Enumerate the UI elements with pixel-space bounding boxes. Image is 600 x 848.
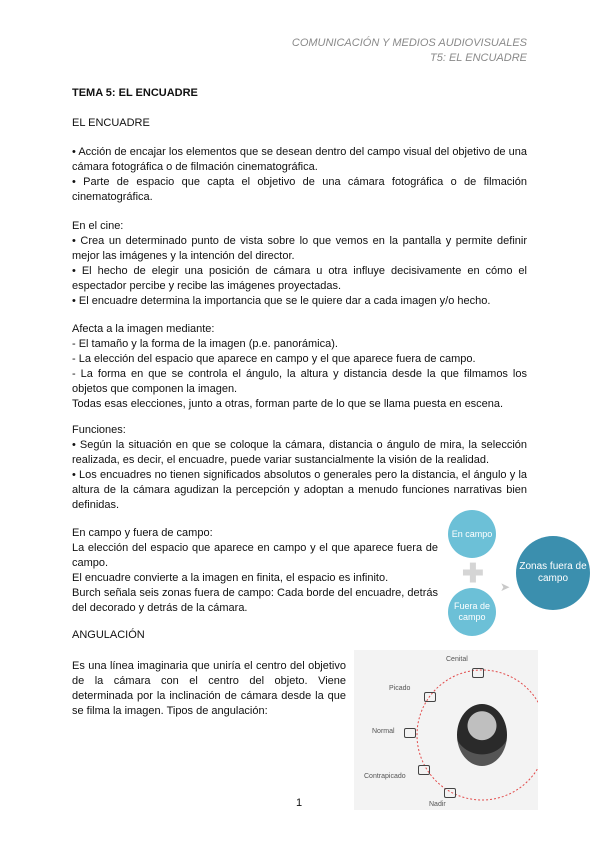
afecta-item-4: Todas esas elecciones, junto a otras, forman parte de lo que se llama puesta en escena. bbox=[72, 398, 504, 410]
angulacion-diagram bbox=[354, 650, 538, 810]
camera-icon-normal bbox=[404, 728, 416, 738]
plus-icon: ✚ bbox=[462, 558, 484, 588]
page-header bbox=[292, 36, 527, 66]
funciones-bullet-2: • Los encuadres no tienen significados absolutos o generales pero la distancia, el ángulo y la altura de la cámara agudizan la percepción y adoptan a menudo funciones narrativas bien definidas. bbox=[72, 469, 527, 511]
label-picado: Picado bbox=[389, 685, 411, 692]
label-cenital: Cenital bbox=[446, 656, 468, 663]
afecta-heading: Afecta a la imagen mediante: bbox=[72, 323, 215, 335]
campo-heading: En campo y fuera de campo: bbox=[72, 527, 213, 539]
funciones-heading: Funciones: bbox=[72, 424, 126, 436]
encuadre-definitions bbox=[72, 145, 527, 205]
afecta-item-1: - El tamaño y la forma de la imagen (p.e. panorámica). bbox=[72, 338, 338, 350]
fuera-de-campo-bubble: Fuera de campo bbox=[448, 588, 496, 636]
portrait-image bbox=[457, 704, 507, 766]
campo-block bbox=[72, 526, 438, 616]
camera-icon-cenital bbox=[472, 668, 484, 678]
afecta-item-3: - La forma en que se controla el ángulo, la altura y distancia desde la que filmamos los objetos que componen la imagen. bbox=[72, 368, 527, 395]
definition-2: • Parte de espacio que capta el objetivo de una cámara fotográfica o de filmación cinematográfica. bbox=[72, 176, 527, 203]
label-normal: Normal bbox=[372, 728, 395, 735]
campo-diagram bbox=[440, 508, 590, 638]
cine-heading: En el cine: bbox=[72, 220, 124, 232]
camera-icon-picado bbox=[424, 692, 436, 702]
cine-bullet-1: • Crea un determinado punto de vista sobre lo que vemos en la pantalla y permite definir mejor las imágenes y la intención del director. bbox=[72, 235, 527, 262]
section-heading-angulacion: ANGULACIÓN bbox=[72, 629, 145, 641]
zonas-fuera-de-campo-bubble: Zonas fuera de campo bbox=[516, 536, 590, 610]
campo-para-3: Burch señala seis zonas fuera de campo: Cada borde del encuadre, detrás del decorado y detrás de la cámara. bbox=[72, 587, 438, 614]
funciones-block bbox=[72, 423, 527, 513]
header-course: COMUNICACIÓN Y MEDIOS AUDIOVISUALES bbox=[291, 37, 527, 49]
en-campo-bubble: En campo bbox=[448, 510, 496, 558]
page-number: 1 bbox=[296, 797, 303, 809]
cine-bullet-3: • El encuadre determina la importancia que se le quiere dar a cada imagen y/o hecho. bbox=[72, 295, 491, 307]
camera-icon-contrapicado bbox=[418, 765, 430, 775]
label-nadir: Nadir bbox=[429, 801, 446, 808]
campo-para-2: El encuadre convierte a la imagen en finita, el espacio es infinito. bbox=[72, 572, 389, 584]
angulacion-text: Es una línea imaginaria que uniría el centro del objetivo de la cámara con el centro del objeto. Viene determinada por la inclinación de cámara desde la que se filma la imagen. Tipos de angulación: bbox=[72, 660, 346, 717]
afecta-item-2: - La elección del espacio que aparece en campo y el que aparece fuera de campo. bbox=[72, 353, 476, 365]
section-heading-encuadre: EL ENCUADRE bbox=[72, 117, 150, 129]
document-title: TEMA 5: EL ENCUADRE bbox=[72, 87, 198, 99]
arrow-icon: ➤ bbox=[500, 580, 511, 594]
afecta-block bbox=[72, 322, 527, 412]
definition-1: • Acción de encajar los elementos que se desean dentro del campo visual del objetivo de una cámara fotográfica o de filmación cinematográfica. bbox=[72, 146, 527, 173]
header-topic: T5: EL ENCUADRE bbox=[430, 52, 527, 64]
camera-icon-nadir bbox=[444, 788, 456, 798]
funciones-bullet-1: • Según la situación en que se coloque la cámara, distancia o ángulo de mira, la selección realizada, es decir, el encuadre, puede variar sustancialmente la visión de la realidad. bbox=[72, 439, 527, 466]
campo-para-1: La elección del espacio que aparece en campo y el que aparece fuera de campo. bbox=[72, 542, 438, 569]
cine-block bbox=[72, 219, 527, 309]
cine-bullet-2: • El hecho de elegir una posición de cámara u otra influye decisivamente en cómo el espectador percibe y recibe las imágenes proyectadas. bbox=[72, 265, 527, 292]
label-contrapicado: Contrapicado bbox=[364, 773, 406, 780]
